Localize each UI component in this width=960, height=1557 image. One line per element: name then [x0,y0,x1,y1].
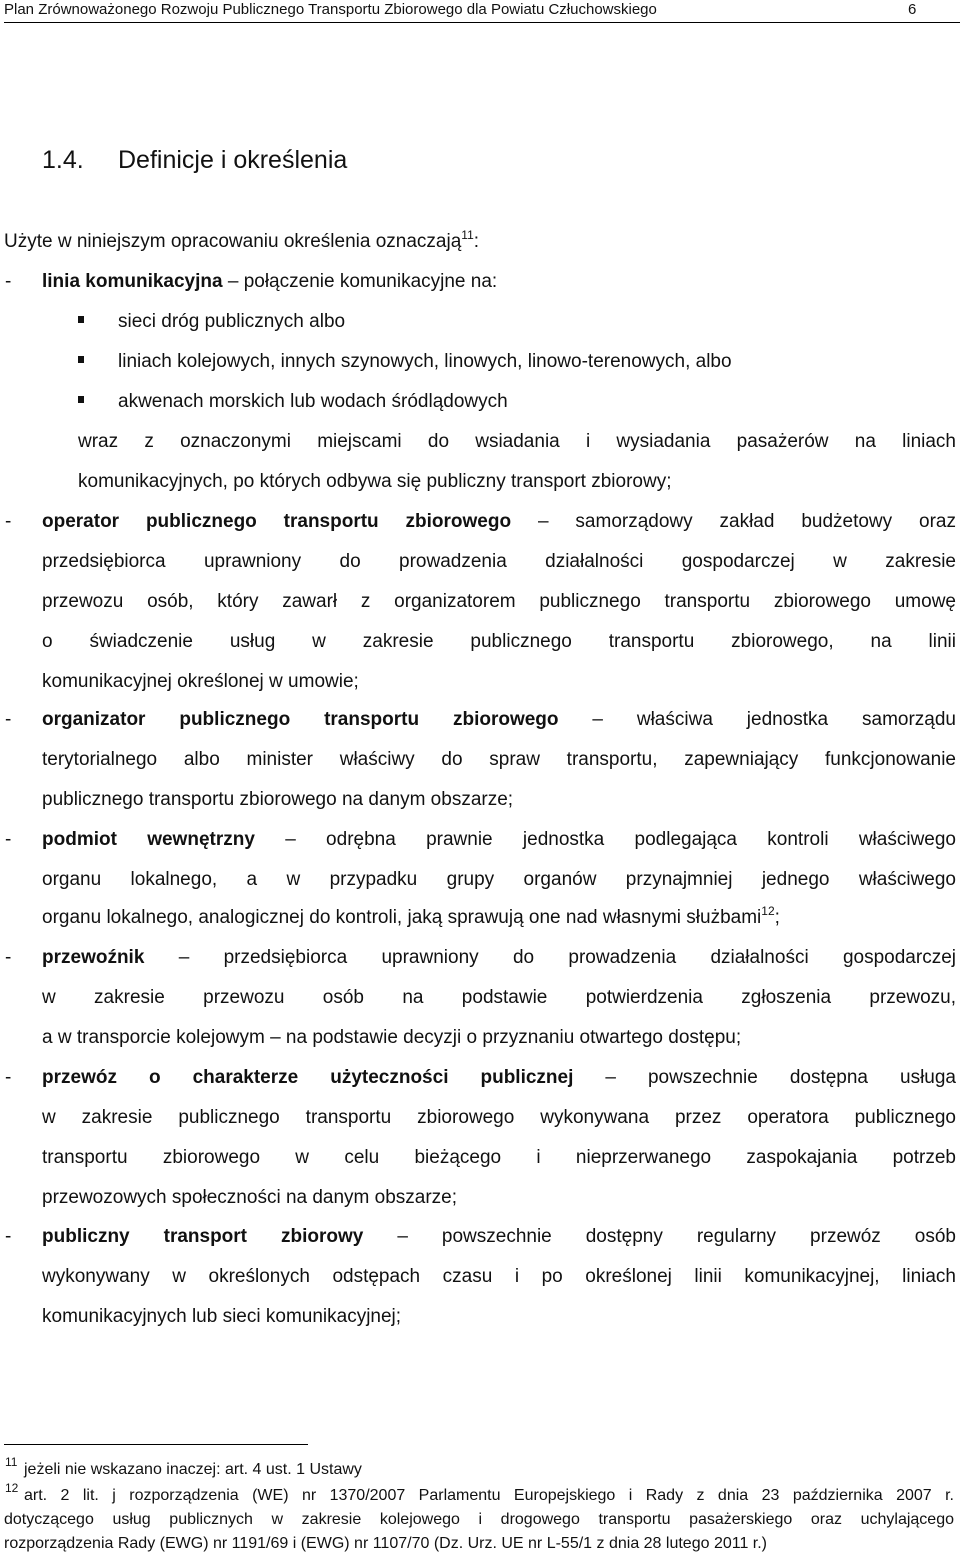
definition-line: komunikacyjnych, po których odbywa się publiczny transport zbiorowy; [78,471,672,492]
definition-dash: - [5,1226,12,1247]
definition-line: w zakresie przewozu osób na podstawie potwierdzenia zgłoszenia przewozu, [42,987,956,1008]
footnote-separator [4,1444,308,1445]
def-podmiot: – odrębna prawnie jednostka podlegająca kontroli właściwego [254,829,956,850]
term-ptz: publiczny transport zbiorowy [42,1226,364,1247]
term-organizator: organizator publicznego transportu zbiorowego [42,709,559,730]
term-podmiot: podmiot wewnętrzny [42,829,255,850]
term-przewoznik: przewoźnik [42,947,145,968]
definition-dash: - [5,271,12,292]
definition-line: publicznego transportu zbiorowego na danym obszarze; [42,789,514,810]
definition-line: terytorialnego albo minister właściwy do spraw transportu, zapewniający funkcjonowanie [42,749,956,770]
footnote-mark: 12 [5,1481,19,1495]
definition-line: komunikacyjnych lub sieci komunikacyjnej; [42,1306,402,1327]
bullet-item: liniach kolejowych, innych szynowych, linowych, linowo-terenowych, albo [118,351,732,372]
section-number: 1.4. [42,146,84,174]
footnote-text: dotyczącego usług publicznych w zakresie kolejowego i drogowego transportu pasażerskiego oraz uchylającego [4,1511,954,1528]
footnote-ref-11: 11 [461,228,474,242]
def-operator: – samorządowy zakład budżetowy oraz [511,511,956,532]
definition-line: wykonywany w określonych odstępach czasu i po określonej linii komunikacyjnej, liniach [42,1266,956,1287]
definition-dash: - [5,947,12,968]
definition-line: a w transporcie kolejowym – na podstawie decyzji o przyznaniu otwartego dostępu; [42,1027,742,1048]
footnote-text: rozporządzenia Rady (EWG) nr 1191/69 i (EWG) nr 1107/70 (Dz. Urz. UE nr L-55/1 z dnia 28 lutego 2011 r.) [4,1535,768,1552]
def-przewoznik: – przedsiębiorca uprawniony do prowadzenia działalności gospodarczej [144,947,956,968]
def-organizator: – właściwa jednostka samorządu [558,709,956,730]
definition-line: o świadczenie usług w zakresie publicznego transportu zbiorowego, na linii [42,631,956,652]
def-linia: – połączenie komunikacyjne na: [222,271,498,292]
term-operator: operator publicznego transportu zbiorowego [42,511,512,532]
footnote-text: jeżeli nie wskazano inaczej: art. 4 ust. 1 Ustawy [24,1461,362,1478]
definition-dash: - [5,709,12,730]
term-przewoz: przewóz o charakterze użyteczności publicznej [42,1067,574,1088]
def-ptz: – powszechnie dostępny regularny przewóz osób [363,1226,957,1247]
definition-linia [42,270,742,294]
definition-ptz [42,1225,956,1249]
definition-line: organu lokalnego, a w przypadku grupy organów przynajmniej jednego właściwego [42,869,956,890]
footnote-mark: 11 [5,1455,18,1469]
podmiot-last-text: organu lokalnego, analogicznej do kontroli, jaką sprawują one nad własnymi służbami [42,907,762,928]
definition-line: w zakresie publicznego transportu zbiorowego wykonywana przez operatora publicznego [42,1107,956,1128]
intro-colon: : [473,231,480,252]
podmiot-semicolon: ; [774,907,780,928]
bullet-square-icon [78,396,84,403]
definition-organizator [42,708,956,732]
definition-operator [42,510,956,534]
page-number: 6 [908,1,917,18]
term-linia: linia komunikacyjna [42,271,223,292]
definition-line: przewozowych społeczności na danym obszarze; [42,1187,458,1208]
bullet-item: sieci dróg publicznych albo [118,311,346,332]
definition-dash: - [5,1067,12,1088]
bullet-item: akwenach morskich lub wodach śródlądowych [118,391,508,412]
footnote-text: art. 2 lit. j rozporządzenia (WE) nr 1370/2007 Parlamentu Europejskiego i Rady z dnia 23 października 2007 r. [24,1487,954,1504]
definition-dash: - [5,829,12,850]
definition-przewoznik [42,946,956,970]
def-przewoz: – powszechnie dostępna usługa [573,1067,956,1088]
definition-podmiot [42,828,956,852]
definition-przewoz [42,1066,956,1090]
definition-line [42,906,956,930]
bullet-square-icon [78,356,84,363]
definition-line: wraz z oznaczonymi miejscami do wsiadania i wysiadania pasażerów na liniach [78,431,956,452]
bullet-square-icon [78,316,84,323]
footnote-ref-12: 12 [761,904,775,918]
definition-line: transportu zbiorowego w celu bieżącego i nieprzerwanego zaspokajania potrzeb [42,1147,956,1168]
definition-line: przedsiębiorca uprawniony do prowadzenia działalności gospodarczej w zakresie [42,551,956,572]
intro-paragraph [4,230,704,254]
section-title: Definicje i określenia [118,146,348,174]
intro-text: Użyte w niniejszym opracowaniu określenia oznaczają [4,231,462,252]
definition-dash: - [5,511,12,532]
running-header [4,0,960,23]
definition-line: komunikacyjnej określonej w umowie; [42,671,359,692]
document-title: Plan Zrównoważonego Rozwoju Publicznego Transportu Zbiorowego dla Powiatu Człuchowskiego [4,1,657,18]
definition-line: przewozu osób, który zawarł z organizatorem publicznego transportu zbiorowego umowę [42,591,956,612]
